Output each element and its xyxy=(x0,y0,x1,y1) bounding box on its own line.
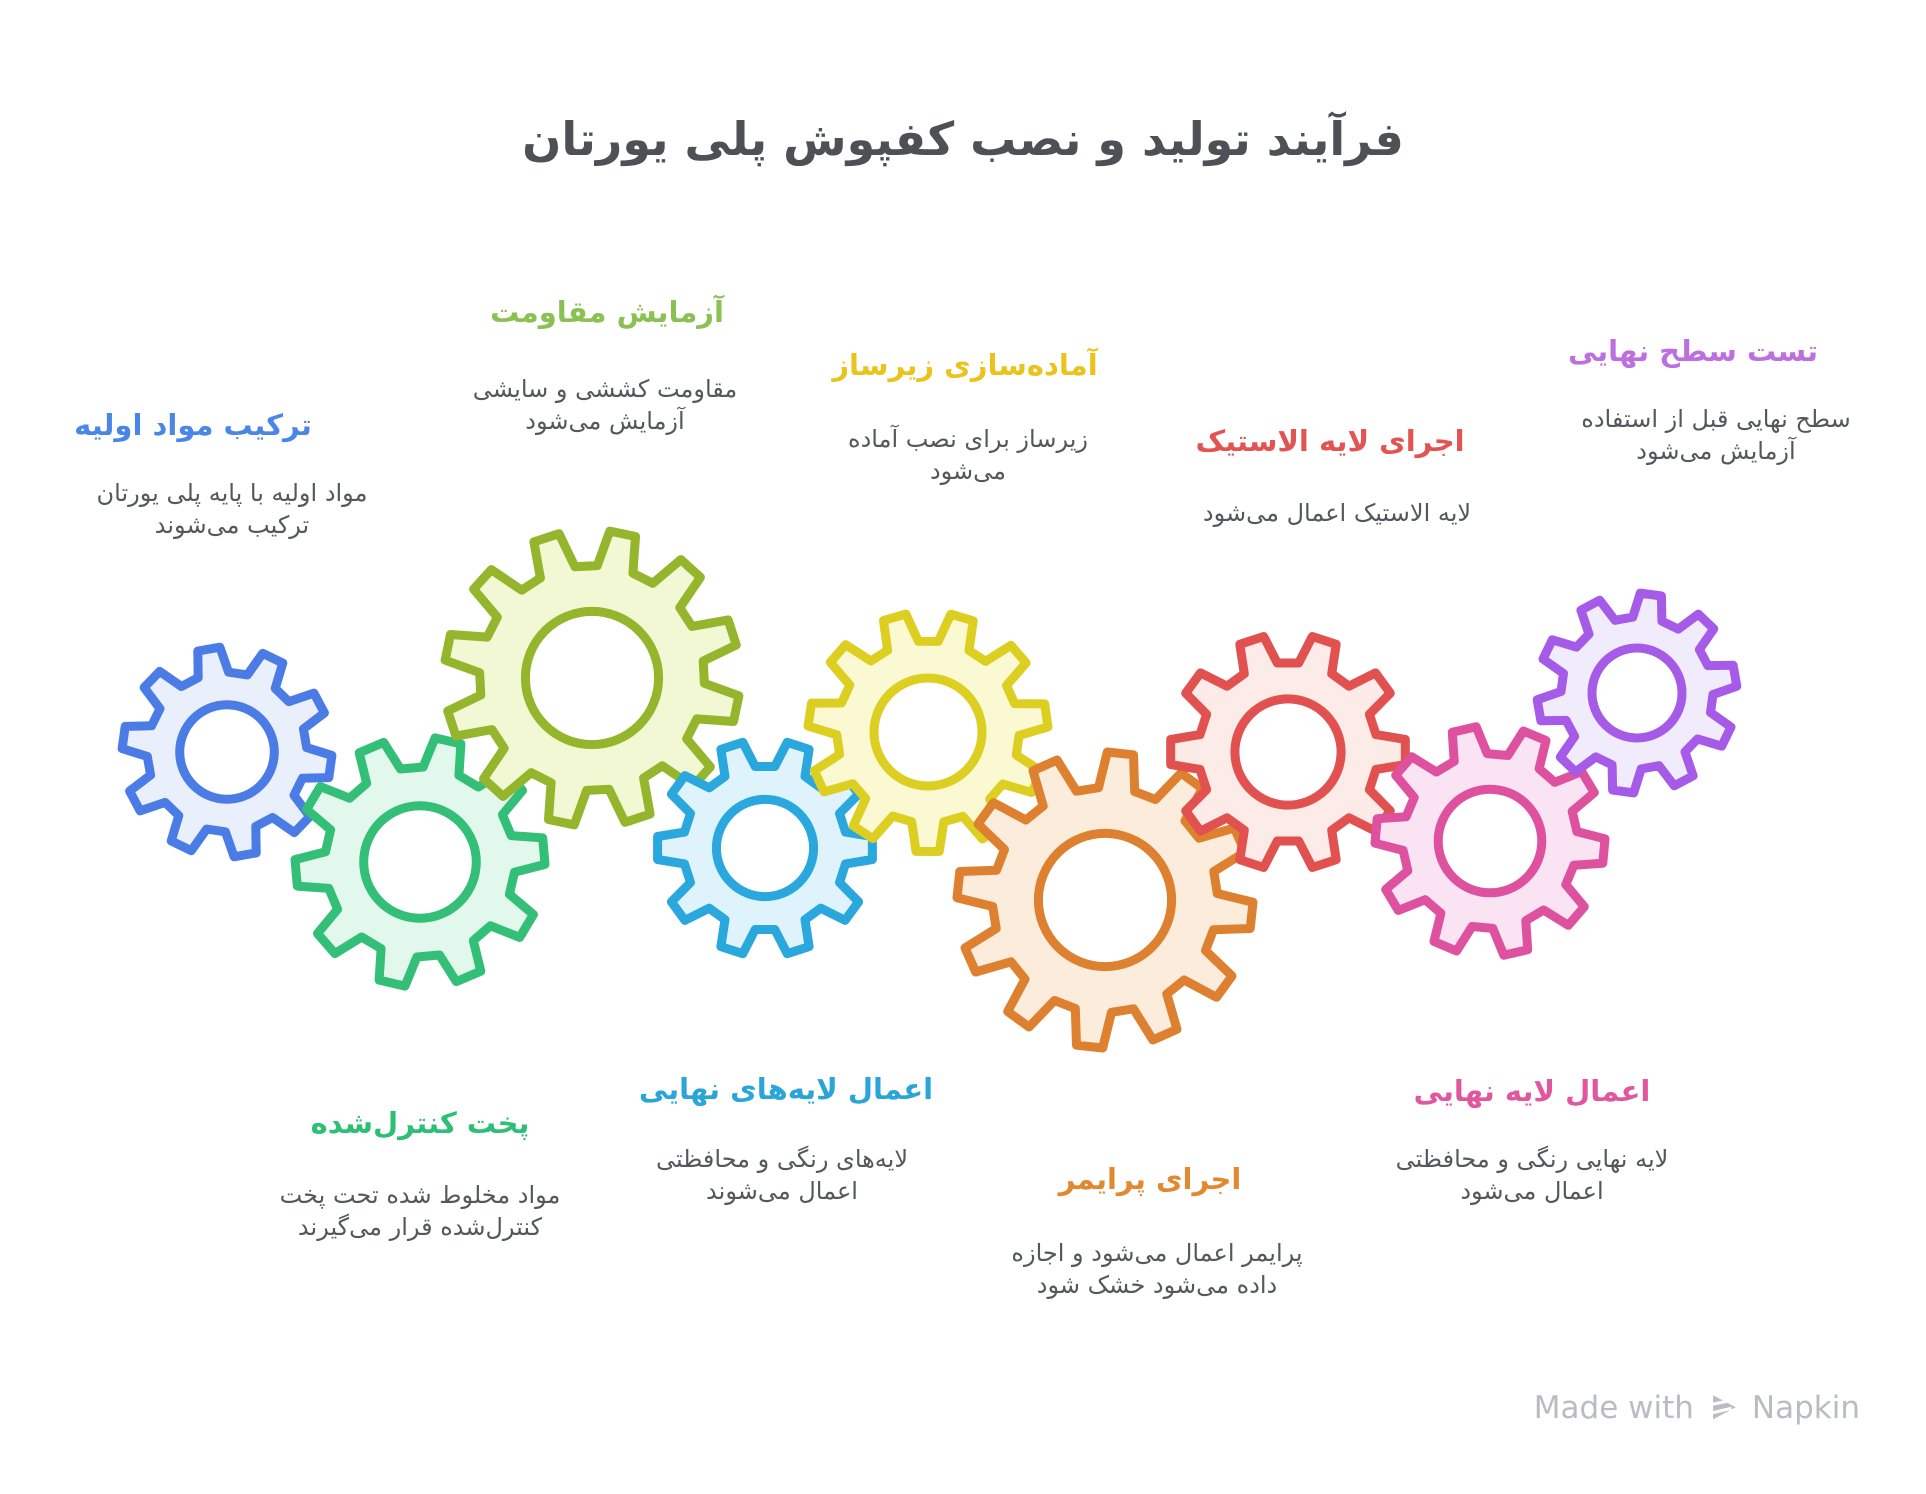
step-label-final-surface-test: تست سطح نهایی xyxy=(1567,334,1819,368)
step-label-controlled-curing: پخت کنترل‌شده xyxy=(310,1106,530,1140)
napkin-logo-icon xyxy=(1706,1391,1740,1425)
gear-icon-mix-raw-materials xyxy=(122,647,332,857)
step-label-final-layers: اعمال لایه‌های نهایی xyxy=(638,1072,934,1106)
made-with-text: Made with xyxy=(1533,1390,1694,1426)
step-description-final-layer: لایه نهایی رنگی و محافظتی اعمال می‌شود xyxy=(1395,1145,1669,1205)
step-label-substrate-preparation: آماده‌سازی زیرساز xyxy=(832,348,1098,382)
step-label-elastic-layer: اجرای لایه الاستیک xyxy=(1195,424,1465,458)
step-description-primer-application: پرایمر اعمال می‌شود و اجازه داده می‌شود خشک شود xyxy=(1011,1239,1303,1299)
step-description-substrate-preparation: زیرساز برای نصب آماده می‌شود xyxy=(848,425,1088,485)
step-description-final-layers: لایه‌های رنگی و محافظتی اعمال می‌شوند xyxy=(655,1145,909,1205)
step-description-final-surface-test: سطح نهایی قبل از استفاده آزمایش می‌شود xyxy=(1581,405,1851,465)
step-description-mix-raw-materials: مواد اولیه با پایه پلی یورتان ترکیب می‌شوند xyxy=(96,479,368,539)
napkin-attribution[interactable] xyxy=(1534,1390,1860,1426)
step-label-strength-testing: آزمایش مقاومت xyxy=(490,295,724,329)
gear-icon-elastic-layer xyxy=(1171,637,1406,868)
napkin-brand-text: Napkin xyxy=(1751,1390,1860,1426)
step-description-controlled-curing: مواد مخلوط شده تحت پخت کنترل‌شده قرار می‌گیرند xyxy=(279,1181,561,1241)
step-label-primer-application: اجرای پرایمر xyxy=(1058,1162,1242,1196)
step-label-final-layer: اعمال لایه نهایی xyxy=(1413,1074,1651,1108)
page-title: فرآیند تولید و نصب کفپوش پلی یورتان xyxy=(522,112,1404,166)
step-label-mix-raw-materials: ترکیب مواد اولیه xyxy=(74,408,312,442)
step-description-elastic-layer: لایه الاستیک اعمال می‌شود xyxy=(1202,499,1472,527)
step-description-strength-testing: مقاومت کششی و سایشی آزمایش می‌شود xyxy=(472,375,738,435)
gear-icon-final-surface-test xyxy=(1537,593,1737,793)
